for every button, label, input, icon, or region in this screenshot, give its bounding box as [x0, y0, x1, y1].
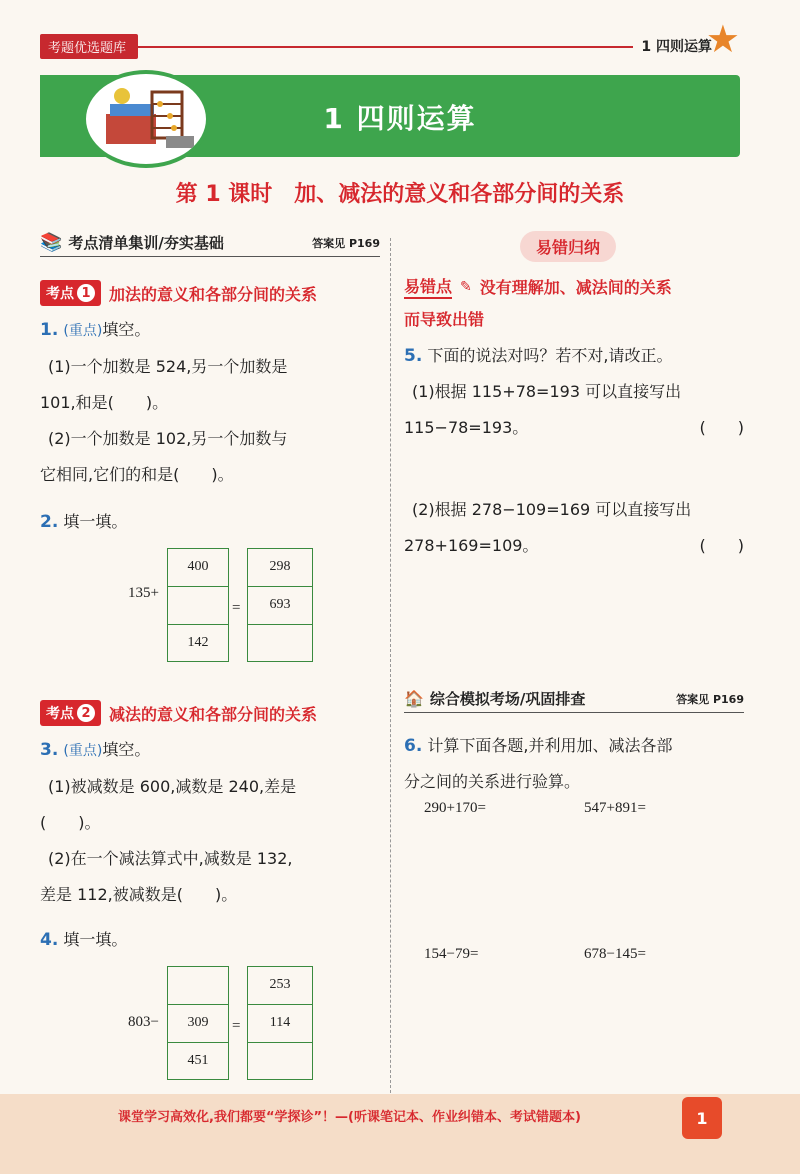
question-6: 6. 计算下面各题,并利用加、减法各部 分之间的关系进行验算。 — [404, 736, 673, 791]
answer-ref: 答案见 P169 — [312, 236, 380, 250]
section-comprehensive-title: 综合模拟考场/巩固排查 — [429, 690, 586, 708]
star-icon: ★ — [705, 17, 740, 61]
question-2: 2. 填一填。 — [40, 512, 128, 532]
box-cell: 451 — [187, 1053, 209, 1069]
key-tag: (重点) — [63, 323, 103, 339]
box-cell[interactable] — [248, 625, 312, 662]
judge-paren[interactable]: ( ) — [699, 536, 744, 555]
section-basic-title: 考点清单集训/夯实基础 — [68, 234, 224, 252]
chapter-title: 1 四则运算 — [323, 102, 477, 135]
kaodian-2 — [40, 700, 317, 726]
lesson-title: 第 1 课时 加、减法的意义和各部分间的关系 — [175, 182, 625, 207]
yicuo-text: 没有理解加、减法间的关系 — [479, 278, 672, 297]
yicuo-title: 易错归纳 — [520, 231, 616, 262]
q2-box-right — [247, 548, 313, 662]
column-divider — [390, 238, 391, 1098]
section-comprehensive-header — [404, 688, 744, 713]
q2-lead: 135+ — [128, 585, 159, 601]
box-cell[interactable] — [168, 967, 228, 1004]
section-rule — [40, 256, 380, 257]
q4-lead: 803− — [128, 1014, 159, 1030]
yicuo-label: 易错点 — [404, 274, 452, 299]
books-icon: 📚 — [40, 232, 63, 253]
page-number: 1 — [682, 1097, 722, 1139]
pencil-icon: ✎ — [460, 278, 472, 295]
kaodian-title: 减法的意义和各部分间的关系 — [109, 704, 318, 724]
q2-equals: = — [232, 600, 241, 616]
expr-2: 547+891= — [584, 800, 646, 816]
expr-4: 678−145= — [584, 946, 646, 962]
section-basic-header — [40, 232, 380, 257]
judge-paren[interactable]: ( ) — [699, 418, 744, 437]
box-cell: 114 — [248, 1004, 312, 1043]
box-cell[interactable] — [248, 1043, 312, 1080]
kaodian-badge: 考点 1 — [40, 280, 101, 306]
box-cell: 142 — [187, 635, 209, 651]
box-cell: 400 — [187, 559, 209, 575]
box-cell: 693 — [248, 586, 312, 625]
box-cell: 309 — [168, 1004, 228, 1043]
q2-box-left — [167, 548, 229, 662]
box-cell[interactable] — [168, 586, 228, 625]
q4-equals: = — [232, 1018, 241, 1034]
question-4: 4. 填一填。 — [40, 930, 128, 950]
answer-ref: 答案见 P169 — [676, 692, 744, 706]
footer-slogan: 课堂学习高效化,我们都要“学探诊”！—(听课笔记本、作业纠错本、考试错题本) — [118, 1110, 581, 1125]
chapter-label: 1 四则运算 — [633, 36, 720, 56]
expr-1: 290+170= — [424, 800, 486, 816]
box-cell: 298 — [269, 559, 291, 575]
key-tag: (重点) — [63, 743, 103, 759]
question-3: 3. (重点)填空。 (1)被减数是 600,减数是 240,差是 ( )。 (2)在一个减法算式中,减数是 132, 差是 112,被减数是( )。 — [40, 740, 297, 904]
q4-box-left — [167, 966, 229, 1080]
yicuo-point — [404, 274, 744, 330]
section-rule — [404, 712, 744, 713]
question-1: 1. (重点)填空。 (1)一个加数是 524,另一个加数是 101,和是( )。 (2)一个加数是 102,另一个加数与 它相同,它们的和是( )。 — [40, 320, 288, 484]
header-rule — [40, 46, 700, 48]
question-5: 5. 下面的说法对吗？若不对,请改正。 (1)根据 115+78=193 可以直接写出 115−78=193。 ( ) (2)根据 278−109=169 可以直接写出 278+169=109。 ( ) — [404, 344, 744, 558]
box-cell: 253 — [269, 977, 291, 993]
house-icon: 🏠 — [404, 689, 424, 708]
series-label: 考题优选题库 — [40, 34, 138, 59]
kaodian-1 — [40, 280, 317, 306]
kaodian-title: 加法的意义和各部分间的关系 — [109, 284, 318, 304]
q4-box-right — [247, 966, 313, 1080]
yicuo-text-2: 而导致出错 — [404, 310, 485, 329]
kaodian-badge: 考点 2 — [40, 700, 101, 726]
expr-3: 154−79= — [424, 946, 479, 962]
